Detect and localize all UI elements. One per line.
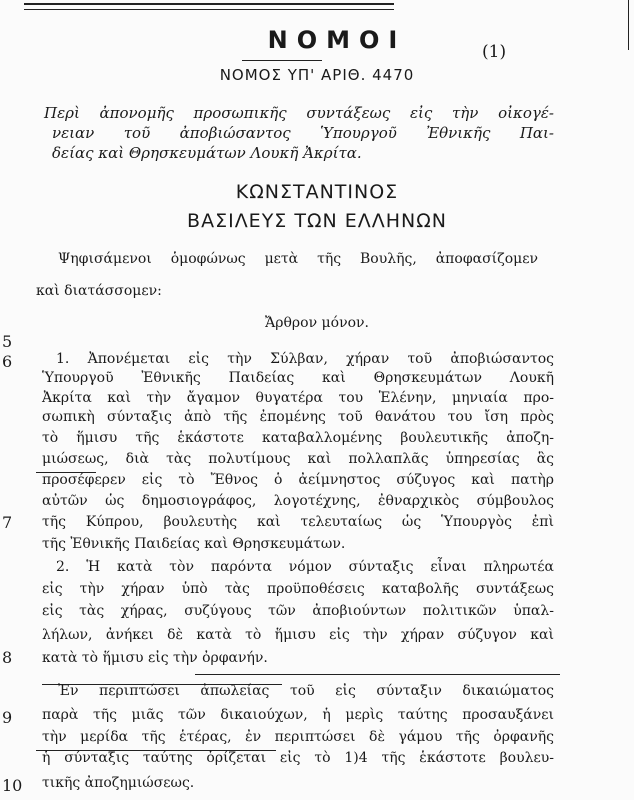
paragraph3-line: τὴν μερίδα τῆς ἑτέρας, ἐν περιπτώσει δὲ γάμου τῆς ὀρφανῆς xyxy=(42,729,554,745)
king-title: ΒΑΣΙΛΕΥΣ ΤΩΝ ΕΛΛΗΝΩΝ xyxy=(187,210,447,232)
title-underline xyxy=(242,60,322,61)
margin-number: 7 xyxy=(2,513,13,532)
margin-number: 8 xyxy=(2,648,13,667)
subject-line: δείας καὶ Θρησκευμάτων Λουκῆ Ἀκρίτα. xyxy=(52,144,362,162)
paragraph1-line: τῆς Κύπρου, βουλευτὴς καὶ τελευταίως ὡς Ὑπουργὸς ἐπὶ xyxy=(42,514,554,530)
subject-line: νειαν τοῦ ἀποβιώσαντος Ὑπουργοῦ Ἐθνικῆς Παι- xyxy=(52,124,554,142)
handwritten-underline xyxy=(195,674,560,675)
preamble-line: Ψηφισάμενοι ὁμοφώνως μετὰ τῆς Βουλῆς, ἀποφασίζομεν xyxy=(58,251,538,267)
paragraph3-line: τικῆς ἀποζημιώσεως. xyxy=(42,775,195,791)
top-rule-2 xyxy=(24,9,394,10)
paragraph3-line: παρὰ τῆς μιᾶς τῶν δικαιούχων, ἡ μερὶς ταύτης προσαυξάνει xyxy=(42,707,554,723)
preamble-line: καὶ διατάσσομεν: xyxy=(36,283,162,299)
paragraph1-line: τὸ ἥμισυ τῆς ἑκάστοτε καταβαλλομένης βουλευτικῆς ἀποζη- xyxy=(42,430,554,446)
margin-number: 5 xyxy=(2,332,13,351)
paragraph1-line: προσέφερεν εἰς τὸ Ἔθνος ὁ ἀείμνηστος σύζυγος καὶ πατὴρ xyxy=(42,472,554,488)
paragraph2-line: εἰς τὰς χήρας, συζύγους τῶν ἀποβιούντων πολιτικῶν ὑπαλ- xyxy=(42,603,554,619)
law-number: ΝΟΜΟΣ ΥΠ' ΑΡΙΘ. 4470 xyxy=(219,66,415,84)
paragraph1-line: σωπικὴ σύνταξις ἀπὸ τῆς ἐπομένης τοῦ θανάτου του ἴση πρὸς xyxy=(42,409,554,425)
paragraph1-line: Ἀκρίτα καὶ τὴν ἄγαμον θυγατέρα του Ἑλένην, μηνιαία προ- xyxy=(42,390,554,406)
paragraph1-line: μιώσεως, διὰ τὰς πολυτίμους καὶ πολλαπλᾶς ὑπηρεσίας ἃς xyxy=(42,451,554,467)
page-marker: (1) xyxy=(482,42,507,62)
top-rule xyxy=(24,3,394,5)
article-heading: Ἄρθρον μόνον. xyxy=(265,315,369,331)
paragraph3-line: ἡ σύνταξις ταύτης ὁρίζεται εἰς τὸ 1)4 τῆς ἑκάστοτε βουλευ- xyxy=(42,750,554,766)
paragraph1-line: τῆς Ἐθνικῆς Παιδείας καὶ Θρησκευμάτων. xyxy=(42,536,346,552)
paragraph2-line: 2. Ἡ κατὰ τὸν παρόντα νόμον σύνταξις εἶναι πληρωτέα xyxy=(56,559,554,575)
paragraph1-line: 1. Ἀπονέμεται εἰς τὴν Σύλβαν, χήραν τοῦ ἀποβιώσαντος xyxy=(56,351,554,367)
section-title: ΝΟΜΟΙ xyxy=(267,26,407,54)
subject-line: Περὶ ἀπονομῆς προσωπικῆς συντάξεως εἰς τὴν οἰκογέ- xyxy=(44,104,554,122)
margin-number: 6 xyxy=(2,352,13,371)
paragraph2-line: κατὰ τὸ ἥμισυ εἰς τὴν ὀρφανήν. xyxy=(42,650,268,666)
margin-number: 10 xyxy=(2,776,23,795)
paragraph2-line: λήλων, ἀνήκει δὲ κατὰ τὸ ἥμισυ εἰς τὴν χήραν σύζυγον καὶ xyxy=(42,627,554,643)
king-name: ΚΩΝΣΤΑΝΤΙΝΟΣ xyxy=(235,181,399,203)
paragraph1-line: αὐτῶν ὡς δημοσιογράφος, λογοτέχνης, ἐθναρχικὸς σύμβουλος xyxy=(42,493,554,509)
paragraph3-line: Ἐν περιπτώσει ἀπωλείας τοῦ εἰς σύνταξιν δικαιώματος xyxy=(58,683,554,699)
paragraph2-line: εἰς τὴν χήραν ὑπὸ τὰς προϋποθέσεις καταβολῆς συντάξεως xyxy=(42,581,554,597)
paragraph1-line: Ὑπουργοῦ Ἐθνικῆς Παιδείας καὶ Θρησκευμάτων Λουκῆ xyxy=(42,370,554,386)
margin-number: 9 xyxy=(2,708,13,727)
